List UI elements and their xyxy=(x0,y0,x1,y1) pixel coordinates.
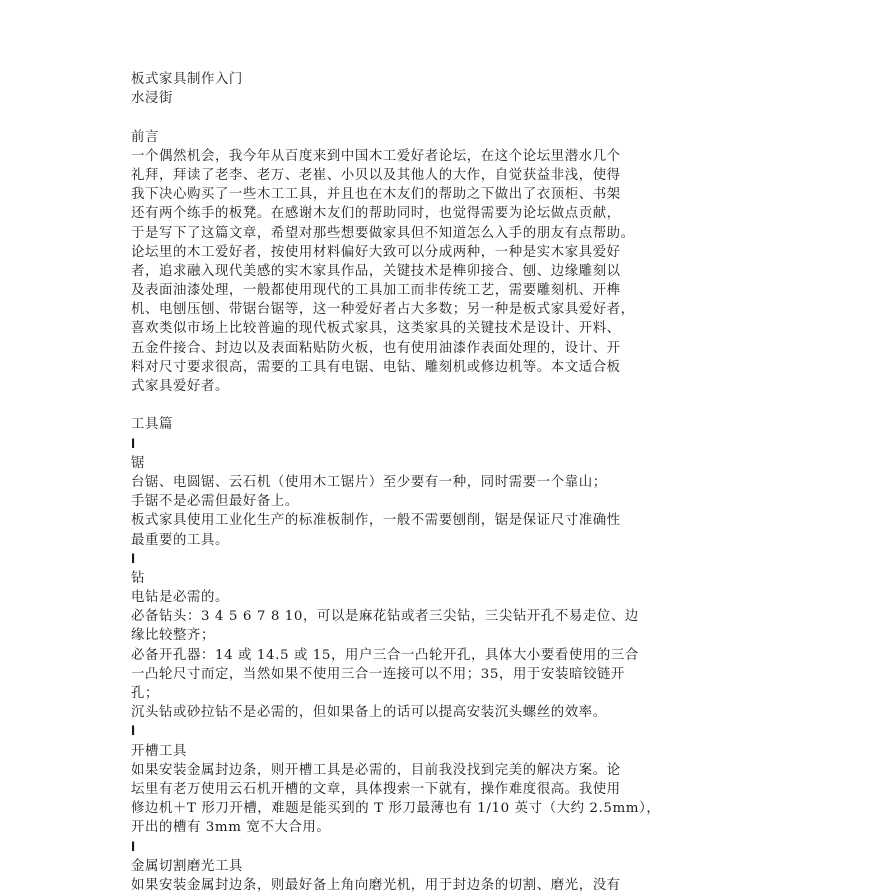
paragraph-line: 及表面油漆处理，一般都使用现代的工具加工而非传统工艺，需要雕刻机、开榫 xyxy=(131,283,621,299)
document-author: 水浸街 xyxy=(131,91,173,107)
paragraph-line: 机、电刨压刨、带锯台锯等，这一种爱好者占大多数；另一种是板式家具爱好者， xyxy=(131,302,635,318)
paragraph-line: 如果安装金属封边条，则最好备上角向磨光机，用于封边条的切割、磨光，没有 xyxy=(131,877,621,893)
paragraph-line: 最重要的工具。 xyxy=(131,532,229,548)
paragraph-line: 式家具爱好者。 xyxy=(131,379,229,394)
section-title-drill: 钻 xyxy=(131,570,145,586)
paragraph-line: 者，追求融入现代美感的实木家具作品，关键技术是榫卯接合、刨、边缘雕刻以 xyxy=(131,263,621,279)
paragraph-line: 开出的槽有 3mm 宽不大合用。 xyxy=(131,820,331,836)
paragraph-line: 板式家具使用工业化生产的标准板制作，一般不需要刨削，锯是保证尺寸准确性 xyxy=(131,513,621,529)
bullet-marker: l xyxy=(131,436,136,451)
paragraph-line: 还有两个练手的板凳。在感谢木友们的帮助同时，也觉得需要为论坛做点贡献， xyxy=(131,206,621,222)
document-title: 板式家具制作入门 xyxy=(131,72,243,87)
preface-heading: 前言 xyxy=(131,129,159,145)
bullet-marker: l xyxy=(131,839,136,854)
paragraph-line: 一凸轮尺寸而定，当然如果不使用三合一连接可以不用；35，用于安装暗铰链开 xyxy=(131,666,625,682)
preface-body xyxy=(131,147,743,396)
paragraph-line: 必备钻头：3 4 5 6 7 8 10，可以是麻花钻或者三尖钻，三尖钻开孔不易走位、边 xyxy=(131,609,639,625)
paragraph-line: 修边机＋T 形刀开槽，难题是能买到的 T 形刀最薄也有 1/10 英寸（大约 2.5mm）， xyxy=(131,801,661,817)
paragraph-line: 礼拜，拜读了老李、老万、老崔、小贝以及其他人的大作，自觉获益非浅，使得 xyxy=(131,167,621,183)
paragraph-line: 于是写下了这篇文章，希望对那些想要做家具但不知道怎么入手的朋友有点帮助。 xyxy=(131,225,635,241)
paragraph-line: 台锯、电圆锯、云石机（使用木工锯片）至少要有一种，同时需要一个靠山； xyxy=(131,474,607,490)
section-title-metal-grinding: 金属切割磨光工具 xyxy=(131,858,243,874)
bullet-marker: l xyxy=(131,551,136,566)
paragraph-line: 料对尺寸要求很高，需要的工具有电锯、电钻、雕刻机或修边机等。本文适合板 xyxy=(131,359,621,375)
paragraph-line: 五金件接合、封边以及表面粘贴防火板，也有使用油漆作表面处理的，设计、开 xyxy=(131,340,621,356)
tools-heading: 工具篇 xyxy=(131,417,173,433)
paragraph-line: 喜欢类似市场上比较普遍的现代板式家具，这类家具的关键技术是设计、开料、 xyxy=(131,321,621,337)
section-title-saw: 锯 xyxy=(131,455,145,471)
paragraph-line: 坛里有老万使用云石机开槽的文章，具体搜索一下就有，操作难度很高。我使用 xyxy=(131,781,621,797)
paragraph-line: 电钻是必需的。 xyxy=(131,590,229,606)
document-page xyxy=(131,70,743,895)
bullet-marker: l xyxy=(131,724,136,739)
paragraph-line: 孔； xyxy=(131,686,159,701)
paragraph-line: 如果安装金属封边条，则开槽工具是必需的，目前我没找到完美的解决方案。论 xyxy=(131,762,621,778)
paragraph-line: 一个偶然机会，我今年从百度来到中国木工爱好者论坛，在这个论坛里潜水几个 xyxy=(131,148,621,164)
spacer xyxy=(131,396,743,415)
paragraph-line: 我下决心购买了一些木工工具，并且也在木友们的帮助之下做出了衣顶柜、书架 xyxy=(131,187,621,203)
paragraph-line: 沉头钻或砂拉钻不是必需的，但如果备上的话可以提高安装沉头螺丝的效率。 xyxy=(131,705,607,721)
spacer xyxy=(131,108,743,127)
paragraph-line: 手锯不是必需但最好备上。 xyxy=(131,494,299,510)
section-title-slotting: 开槽工具 xyxy=(131,743,187,759)
paragraph-line: 缘比较整齐； xyxy=(131,628,215,644)
paragraph-line: 必备开孔器：14 或 14.5 或 15，用户三合一凸轮开孔，具体大小要看使用的三合 xyxy=(131,647,639,663)
paragraph-line: 论坛里的木工爱好者，按使用材料偏好大致可以分成两种，一种是实木家具爱好 xyxy=(131,244,621,260)
